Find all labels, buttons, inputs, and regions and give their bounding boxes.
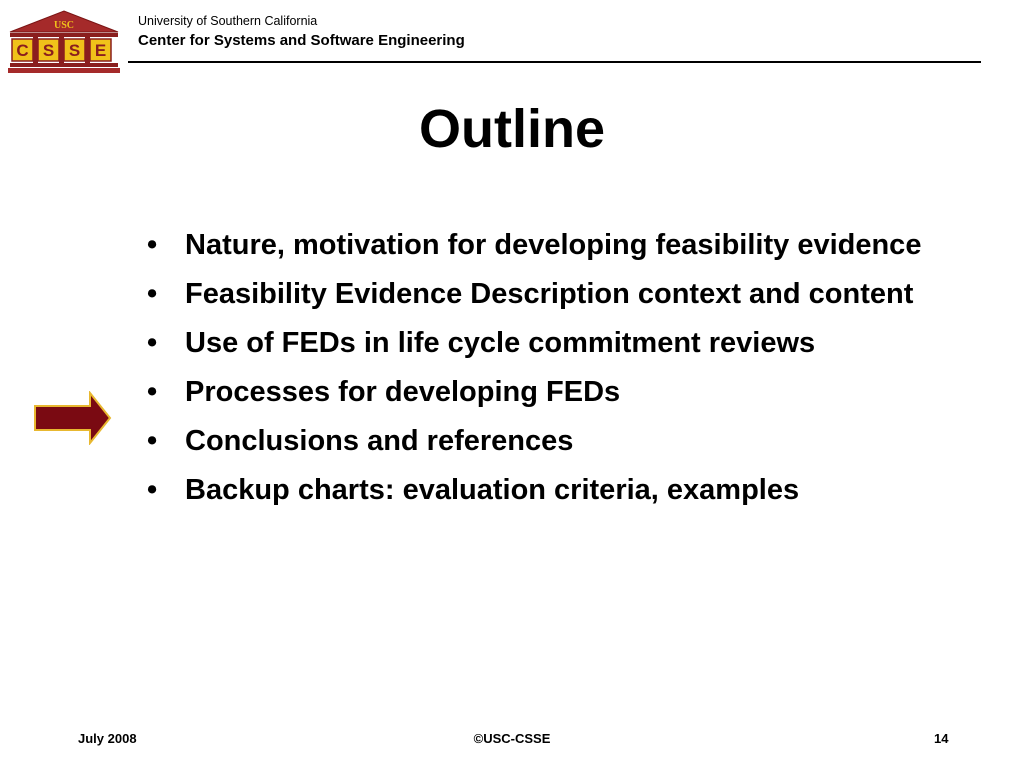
header-org-name: University of Southern California — [138, 14, 318, 28]
list-item-text: Nature, motivation for developing feasibility evidence — [185, 229, 922, 261]
list-item — [145, 323, 945, 364]
list-item — [145, 225, 945, 266]
list-item — [145, 274, 945, 315]
bullet-dot: • — [147, 376, 158, 408]
list-item-text: Feasibility Evidence Description context and content — [185, 278, 914, 310]
logo-usc-text: USC — [53, 20, 75, 31]
right-arrow-icon — [33, 391, 113, 445]
logo-letter: S — [68, 41, 81, 60]
bullet-dot: • — [147, 425, 158, 457]
slide-title: Outline — [419, 99, 605, 159]
bullet-dot: • — [147, 327, 158, 359]
list-item-text: Processes for developing FEDs — [185, 376, 621, 408]
footer-date: July 2008 — [78, 731, 137, 746]
logo-letter: E — [94, 41, 107, 60]
footer-copyright: ©USC-CSSE — [473, 731, 551, 746]
list-item-text: Backup charts: evaluation criteria, examples — [185, 474, 800, 506]
bullet-dot: • — [147, 278, 158, 310]
list-item — [145, 372, 945, 413]
footer-page-number: 14 — [934, 731, 949, 746]
bullet-dot: • — [147, 229, 158, 261]
list-item — [145, 470, 945, 511]
header-divider — [128, 61, 981, 63]
header-center-name: Center for Systems and Software Engineering — [138, 32, 465, 49]
logo-letter: S — [42, 41, 55, 60]
logo-letters — [12, 37, 111, 63]
logo-letter: C — [16, 41, 29, 60]
outline-list — [145, 225, 945, 519]
usc-csse-logo — [8, 10, 120, 74]
list-item-text: Conclusions and references — [185, 425, 574, 457]
list-item-text: Use of FEDs in life cycle commitment reviews — [185, 327, 816, 359]
bullet-dot: • — [147, 474, 158, 506]
list-item — [145, 421, 945, 462]
